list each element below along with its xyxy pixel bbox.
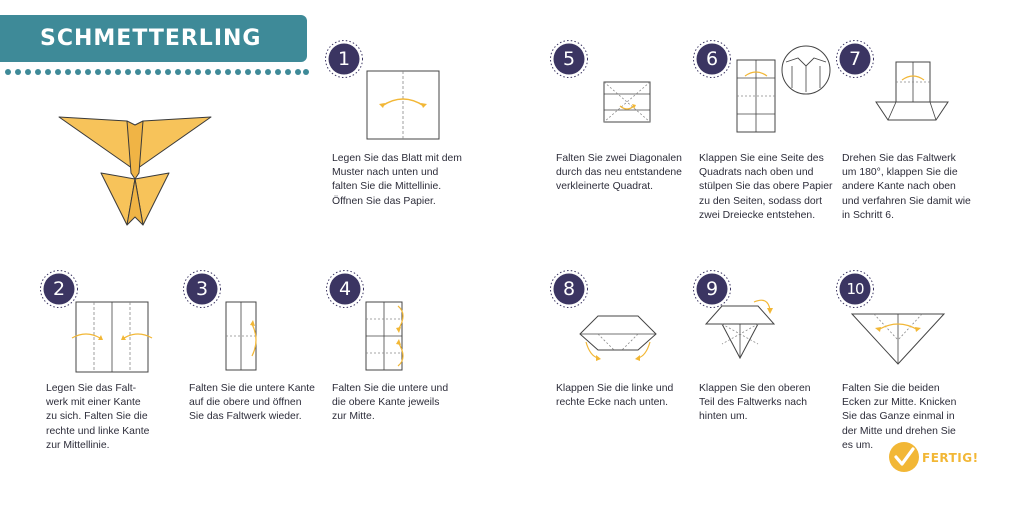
step-9-diagram [698, 296, 782, 366]
step-4-text: Falten Sie die untere und die obere Kante jeweils zur Mitte. [332, 383, 449, 423]
step-number: 5 [562, 48, 576, 70]
step-number: 9 [705, 278, 719, 300]
done-label: FERTIG! [922, 451, 979, 465]
checkmark-icon [888, 440, 920, 474]
step-number: 4 [338, 278, 352, 300]
step-8-diagram [576, 312, 660, 364]
dot-divider [4, 68, 309, 76]
done-badge [888, 440, 988, 476]
step-6-text: Klappen Sie eine Seite des Quadrats nach oben und stülpen Sie das obere Papier zu den Seiten, sodass dort zwei Dreiecke entstehen. [699, 153, 833, 221]
step-2-diagram [70, 300, 154, 374]
step-3-diagram [222, 300, 262, 372]
step-5-text: Falten Sie zwei Diagonalen durch das neu entstandene verkleinerte Quadrat. [556, 153, 682, 193]
step-4-diagram [362, 300, 410, 372]
step-badge-1 [325, 40, 363, 78]
step-number: 6 [705, 48, 719, 70]
step-number: 7 [848, 48, 862, 70]
step-3-text: Falten Sie die untere Kante auf die obere und öffnen Sie das Faltwerk wieder. [189, 383, 315, 423]
step-1-text: Legen Sie das Blatt mit dem Muster nach unten und falten Sie die Mittellinie. Öffnen Sie das Papier. [332, 153, 462, 207]
step-6-detail-diagram [780, 44, 832, 96]
step-10-diagram [848, 310, 948, 368]
step-10-text: Falten Sie die beiden Ecken zur Mitte. Knicken Sie das Ganze einmal in der Mitte und drehen Sie es um. [842, 383, 957, 451]
step-number: 3 [195, 278, 209, 300]
butterfly-illustration [55, 95, 215, 230]
step-badge-4 [326, 270, 364, 308]
step-badge-8 [550, 270, 588, 308]
step-number: 2 [52, 278, 66, 300]
step-badge-10 [836, 270, 874, 308]
step-badge-3 [183, 270, 221, 308]
step-number: 1 [337, 48, 351, 70]
step-number: 10 [846, 280, 864, 298]
step-5-diagram [602, 80, 652, 124]
step-badge-5 [550, 40, 588, 78]
step-6-diagram [735, 58, 777, 134]
step-8-text: Klappen Sie die linke und rechte Ecke nach unten. [556, 383, 674, 409]
step-1-diagram [366, 70, 442, 142]
step-7-text: Drehen Sie das Faltwerk um 180°, klappen Sie die andere Kante nach oben und verfahren Sie damit wie in Schritt 6. [842, 153, 971, 221]
step-2-text: Legen Sie das Falt- werk mit einer Kante zu sich. Falten Sie die rechte und linke Kante zur Mittellinie. [46, 383, 150, 451]
title-banner [0, 15, 307, 62]
step-badge-7 [836, 40, 874, 78]
step-number: 8 [562, 278, 576, 300]
step-9-text: Klappen Sie den oberen Teil des Faltwerks nach hinten um. [699, 383, 811, 423]
step-7-diagram [874, 60, 950, 124]
step-badge-6 [693, 40, 731, 78]
page-title: SCHMETTERLING [40, 26, 262, 51]
